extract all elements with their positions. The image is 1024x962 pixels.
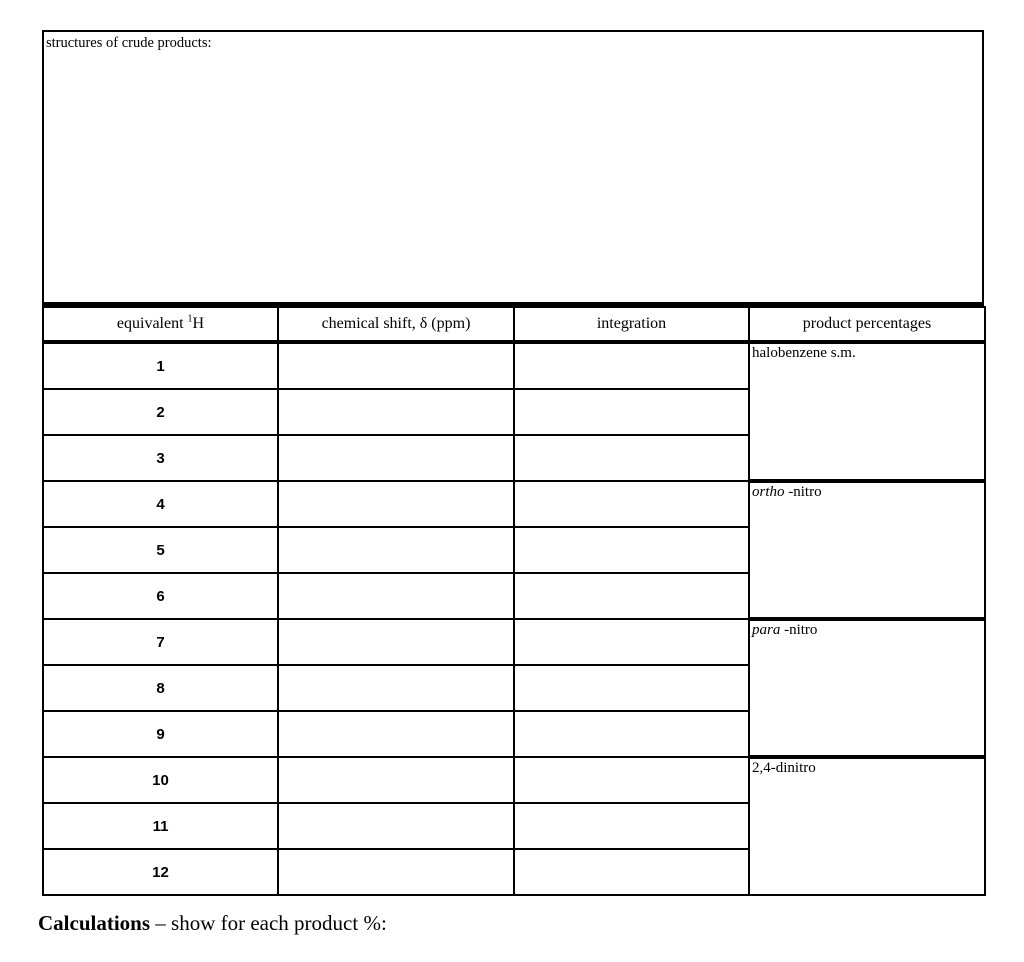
structures-box[interactable] (42, 30, 984, 306)
table-row (43, 481, 985, 527)
shift-cell[interactable] (278, 481, 514, 527)
product-cell-dinitro[interactable]: 2,4-dinitro (749, 757, 985, 895)
row-number: 12 (43, 849, 278, 895)
row-number: 5 (43, 527, 278, 573)
product-cell-ortho-nitro[interactable]: ortho -nitro (749, 481, 985, 619)
integration-cell[interactable] (514, 481, 749, 527)
shift-cell[interactable] (278, 665, 514, 711)
integration-cell[interactable] (514, 342, 749, 389)
row-number: 11 (43, 803, 278, 849)
product-cell-para-nitro[interactable]: para -nitro (749, 619, 985, 757)
header-row (43, 307, 985, 342)
shift-cell[interactable] (278, 619, 514, 665)
shift-cell[interactable] (278, 849, 514, 895)
header-equivalent-h: equivalent $^1$H (43, 307, 278, 342)
row-number: 8 (43, 665, 278, 711)
shift-cell[interactable] (278, 527, 514, 573)
integration-cell[interactable] (514, 619, 749, 665)
worksheet (42, 30, 984, 892)
header-product-percentages: product percentages (749, 307, 985, 342)
shift-cell[interactable] (278, 435, 514, 481)
integration-cell[interactable] (514, 573, 749, 619)
calculations-heading (38, 910, 387, 936)
table-row (43, 757, 985, 803)
header-chemical-shift: chemical shift, δ (ppm) (278, 307, 514, 342)
cropped-text-fragment (112, 0, 172, 2)
integration-cell[interactable] (514, 435, 749, 481)
calculations-bold: Calculations (38, 911, 151, 935)
row-number: 2 (43, 389, 278, 435)
structures-label: structures of crude products: (46, 35, 212, 51)
header-integration: integration (514, 307, 749, 342)
nmr-data-table (42, 306, 986, 896)
row-number: 9 (43, 711, 278, 757)
shift-cell[interactable] (278, 389, 514, 435)
integration-cell[interactable] (514, 711, 749, 757)
integration-cell[interactable] (514, 803, 749, 849)
shift-cell[interactable] (278, 573, 514, 619)
shift-cell[interactable] (278, 757, 514, 803)
calculations-rest: – show for each product %: (150, 911, 387, 935)
integration-cell[interactable] (514, 527, 749, 573)
table-row (43, 342, 985, 389)
shift-cell[interactable] (278, 342, 514, 389)
row-number: 4 (43, 481, 278, 527)
integration-cell[interactable] (514, 757, 749, 803)
product-cell-halobenzene[interactable]: halobenzene s.m. (749, 342, 985, 481)
row-number: 7 (43, 619, 278, 665)
row-number: 3 (43, 435, 278, 481)
shift-cell[interactable] (278, 711, 514, 757)
integration-cell[interactable] (514, 665, 749, 711)
integration-cell[interactable] (514, 389, 749, 435)
integration-cell[interactable] (514, 849, 749, 895)
row-number: 6 (43, 573, 278, 619)
shift-cell[interactable] (278, 803, 514, 849)
row-number: 1 (43, 342, 278, 389)
table-row (43, 619, 985, 665)
row-number: 10 (43, 757, 278, 803)
